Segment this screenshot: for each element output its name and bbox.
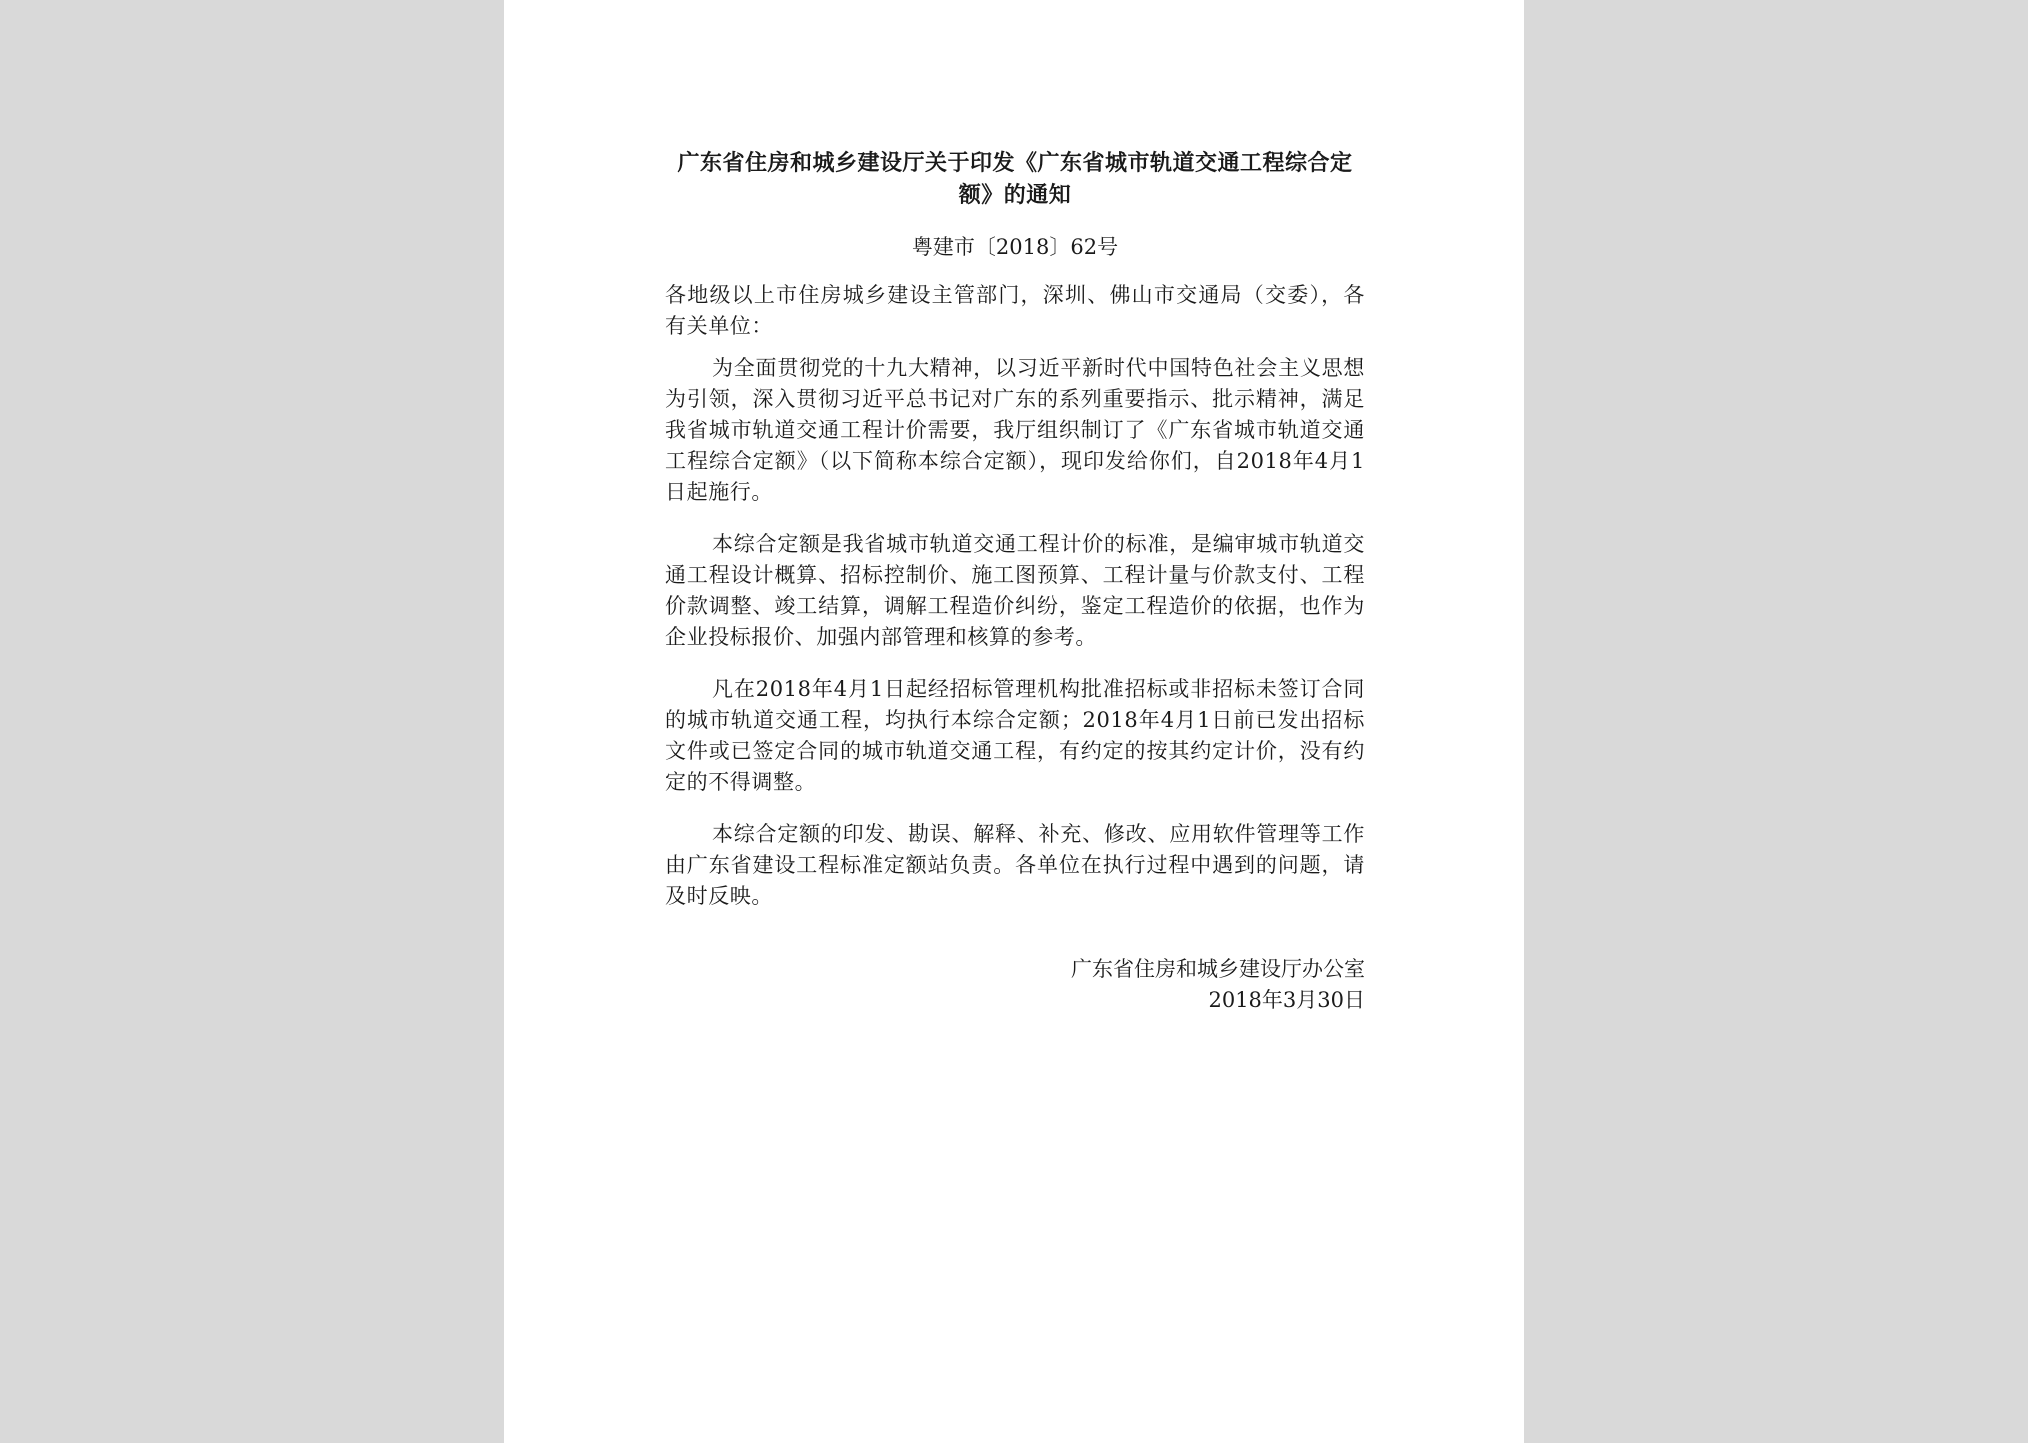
signature-block — [665, 954, 1365, 1016]
issuer-name: 广东省住房和城乡建设厅办公室 — [1071, 957, 1365, 981]
document-body — [665, 148, 1365, 1016]
body-paragraph-3: 凡在2018年4月1日起经招标管理机构批准招标或非招标未签订合同的城市轨道交通工程，均执行本综合定额；2018年4月1日前已发出招标文件或已签定合同的城市轨道交通工程，有约定的按其约定计价，没有约定的不得调整。 — [665, 677, 1365, 794]
document-title: 广东省住房和城乡建设厅关于印发《广东省城市轨道交通工程综合定额》的通知 — [677, 151, 1353, 208]
document-number: 粤建市〔2018〕62号 — [911, 235, 1119, 259]
document-page — [504, 0, 1524, 1443]
body-paragraph-2: 本综合定额是我省城市轨道交通工程计价的标准，是编审城市轨道交通工程设计概算、招标控制价、施工图预算、工程计量与价款支付、工程价款调整、竣工结算，调解工程造价纠纷，鉴定工程造价的依据，也作为企业投标报价、加强内部管理和核算的参考。 — [665, 532, 1365, 649]
issue-date: 2018年3月30日 — [1208, 988, 1365, 1012]
body-paragraph-4: 本综合定额的印发、勘误、解释、补充、修改、应用软件管理等工作由广东省建设工程标准定额站负责。各单位在执行过程中遇到的问题，请及时反映。 — [665, 822, 1365, 908]
salutation: 各地级以上市住房城乡建设主管部门，深圳、佛山市交通局（交委），各有关单位： — [665, 283, 1365, 338]
body-paragraph-1: 为全面贯彻党的十九大精神，以习近平新时代中国特色社会主义思想为引领，深入贯彻习近平总书记对广东的系列重要指示、批示精神，满足我省城市轨道交通工程计价需要，我厅组织制订了《广东省城市轨道交通工程综合定额》（以下简称本综合定额），现印发给你们，自2018年4月1日起施行。 — [665, 356, 1365, 504]
